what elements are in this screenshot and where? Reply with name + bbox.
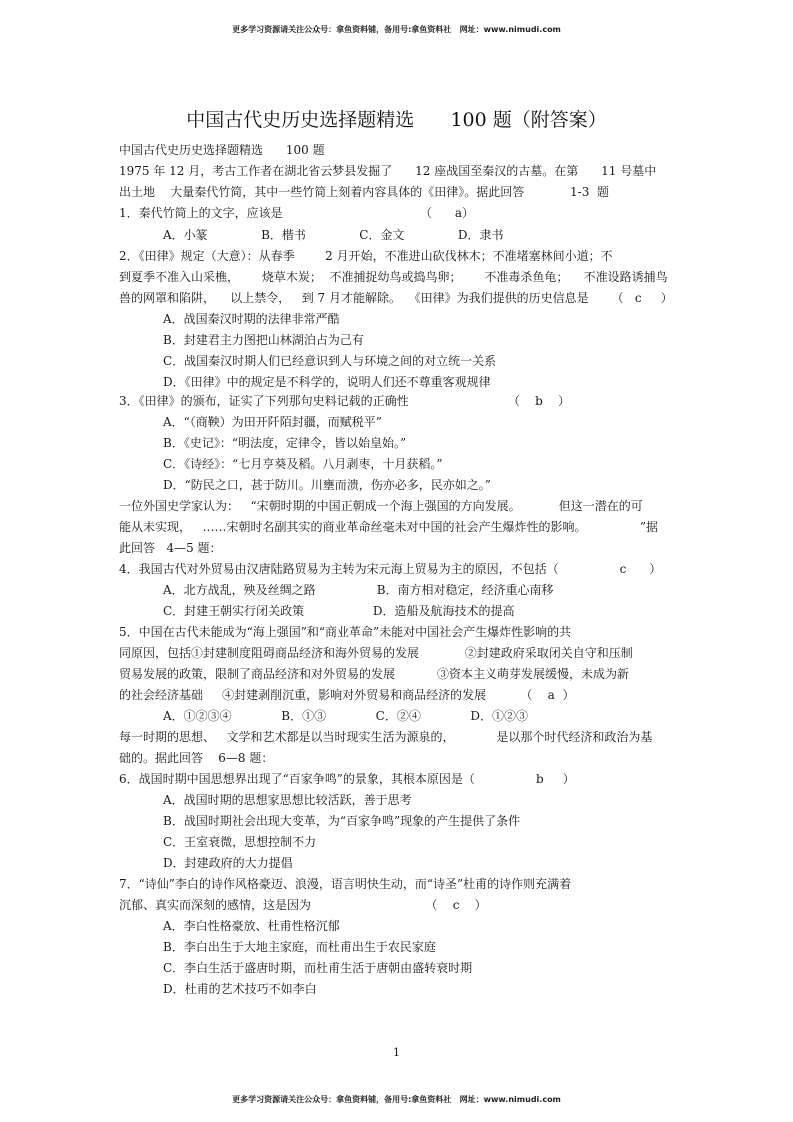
options-5: A．①②③④ B．①③ C．②④ D．①②③ [163, 709, 529, 723]
page-footer-banner: 更多学习资源请关注公众号：拿鱼资料铺，备用号:拿鱼资料社 网址：www.nimudi.com [232, 1095, 561, 1104]
question-3: 3．《田律》的颁布，证实了下列那句史料记载的正确性 （ b ） [119, 394, 571, 408]
option-line: B．战国时期社会出现大变革，为“百家争鸣”现象的产生提供了条件 [163, 814, 521, 828]
option-line: D．封建政府的大力提倡 [163, 856, 293, 870]
option-line: A．战国时期的思想家思想比较活跃，善于思考 [163, 793, 412, 807]
text-line: 沉郁、真实而深刻的感情，这是因为 （ c ） [119, 898, 487, 912]
option-line: C．李白生活于盛唐时期，而杜甫生活于唐朝由盛转衰时期 [163, 961, 473, 975]
text-line: 同原因，包括①封建制度阻碍商品经济和海外贸易的发展 ②封建政府采取闭关自守和压制 [119, 646, 633, 660]
text-line: 兽的网罩和陷阱， 以上禁令， 到 7 月才能解除。 《田律》为我们提供的历史信息是 （ c ） [119, 291, 673, 305]
option-line: D．杜甫的艺术技巧不如李白 [163, 982, 317, 996]
page-header-banner: 更多学习资源请关注公众号：拿鱼资料铺，备用号:拿鱼资料社 网址：www.nimudi.com [232, 25, 561, 34]
question-7: 7．“诗仙”李白的诗作风格豪迈、浪漫，语言明快生动，而“诗圣”杜甫的诗作则充满着 [119, 877, 572, 891]
question-6: 6．战国时期中国思想界出现了“百家争鸣”的景象，其根本原因是（ b ） [119, 772, 575, 786]
option-line: A．“（商鞅）为田开阡陌封疆，而赋税平” [163, 415, 382, 429]
text-line: 能从未实现， ……宋朝时名副其实的商业革命丝毫未对中国的社会产生爆炸性的影响。 ”据 [119, 520, 658, 534]
text-line: 中国古代史历史选择题精选 100 题 [119, 143, 325, 157]
text-line: 贸易发展的政策，限制了商品经济和对外贸易的发展 ③资本主义萌芽发展缓慢，未成为新 [119, 667, 629, 681]
question-4: 4．我国古代对外贸易由汉唐陆路贸易为主转为宋元海上贸易为主的原因，不包括（ c ） [119, 562, 662, 576]
option-line: C．《诗经》：“七月亨葵及稻。八月剥枣，十月获稻。” [163, 457, 443, 471]
options-1: A．小篆 B．楷书 C．金文 D．隶书 [163, 228, 504, 242]
question-5: 5．中国在古代未能成为“海上强国”和“商业革命”未能对中国社会产生爆炸性影响的共 [119, 625, 572, 639]
text-line: 到夏季不准入山采樵， 烧草木炭； 不准捕捉幼鸟或捣鸟卵； 不准毒杀鱼龟； 不准设路诱捕鸟 [119, 270, 668, 284]
text-line: 出土地 大量秦代竹简，其中一些竹简上刻着内容具体的《田律》。据此回答 1-3 题 [119, 185, 609, 199]
option-line: C．王室衰微，思想控制不力 [163, 835, 317, 849]
option-line: B．李白出生于大地主家庭，而杜甫出生于农民家庭 [163, 940, 436, 954]
question-2: 2．《田律》规定（大意）：从春季 2 月开始，不准进山砍伐林木；不准堵塞林间小道；不 [119, 249, 613, 263]
text-line: 每一时期的思想、 文学和艺术都是以当时现实生活为源泉的， 是以那个时代经济和政治为基 [119, 730, 653, 744]
option-line: B．封建君主力图把山林湖泊占为己有 [163, 333, 364, 347]
option-line: A．北方战乱，殃及丝绸之路 B．南方相对稳定，经济重心南移 [163, 583, 554, 597]
text-line: 的社会经济基础 ④封建剥削沉重，影响对外贸易和商品经济的发展 （ a ） [119, 688, 575, 702]
text-line: 础的。据此回答 6—8 题： [119, 751, 274, 765]
text-line: 此回答 4—5 题： [119, 541, 222, 555]
question-1: 1．秦代竹简上的文字，应该是 （ a） [119, 206, 474, 220]
document-title: 中国古代史历史选择题精选 100 题（附答案） [186, 109, 607, 131]
option-line: D．《田律》中的规定是不科学的，说明人们还不尊重客观规律 [163, 375, 491, 389]
option-line: D．“防民之口，甚于防川。川壅而溃，伤亦必多，民亦如之。” [163, 478, 491, 492]
text-line: 一位外国史学家认为： “宋朝时期的中国正朝成一个海上强国的方向发展。 但这一潜在的可 [119, 499, 643, 513]
text-line: 1975 年 12 月，考古工作者在湖北省云梦县发掘了 12 座战国至秦汉的古墓。在第 11 号墓中 [119, 164, 657, 178]
option-line: B．《史记》：“明法度，定律令，皆以始皇始。” [163, 436, 407, 450]
option-line: A．李白性格豪放、杜甫性格沉郁 [163, 919, 340, 933]
page-number: 1 [393, 1046, 400, 1059]
option-line: A．战国秦汉时期的法律非常严酷 [163, 312, 340, 326]
option-line: C．封建王朝实行闭关政策 D．造船及航海技术的提高 [163, 604, 515, 618]
option-line: C．战国秦汉时期人们已经意识到人与环境之间的对立统一关系 [163, 354, 497, 368]
